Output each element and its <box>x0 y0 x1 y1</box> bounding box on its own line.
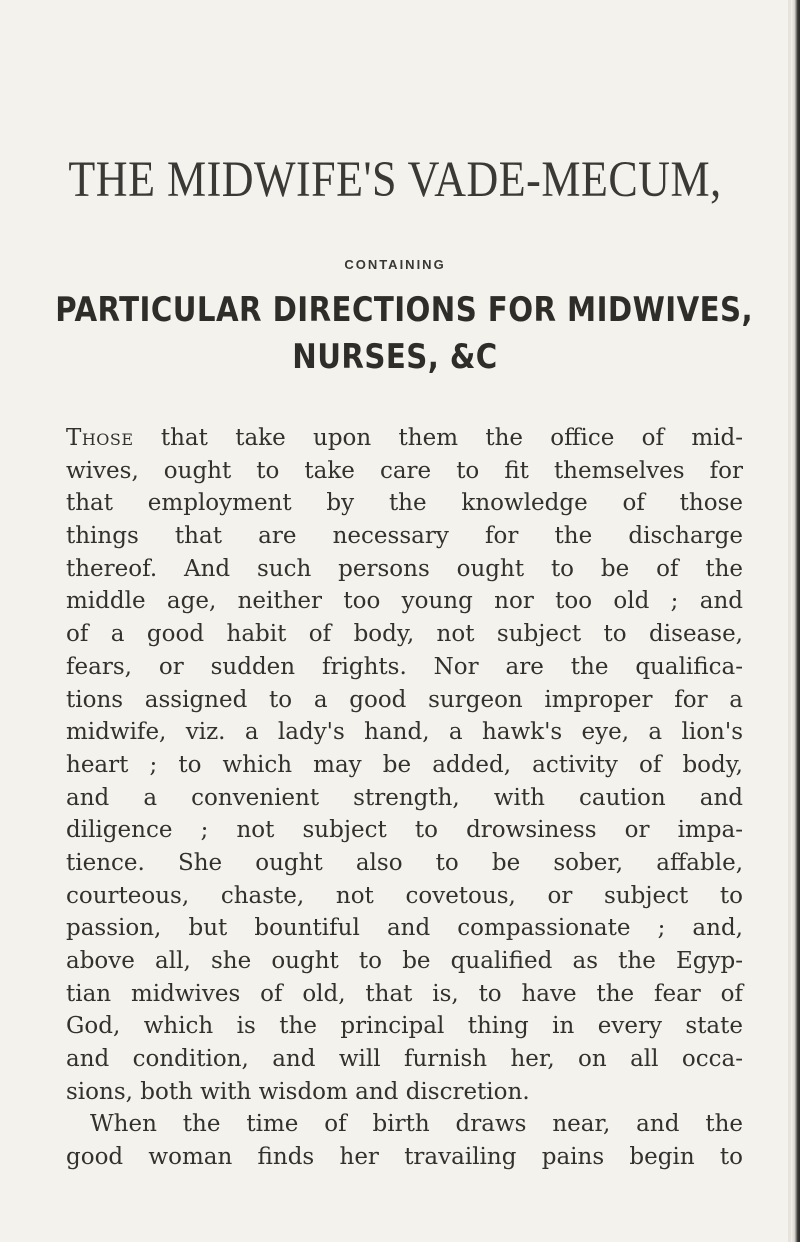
body-line: tions assigned to a good surgeon improper for a <box>66 686 743 713</box>
section-heading-line-1: PARTICULAR DIRECTIONS FOR MIDWIVES, <box>55 290 754 330</box>
body-line: that employment by the knowledge of those <box>66 490 743 517</box>
body-line: When the time of birth draws near, and the <box>90 1111 743 1138</box>
body-line: middle age, neither too young nor too old ; and <box>66 588 743 615</box>
body-line: heart ; to which may be added, activity of body, <box>66 751 743 778</box>
body-line: things that are necessary for the discharge <box>66 523 743 550</box>
body-line: of a good habit of body, not subject to disease, <box>66 621 743 648</box>
body-line: above all, she ought to be qualified as the Egyp- <box>66 948 743 974</box>
body-line: diligence ; not subject to drowsiness or impa- <box>66 817 743 844</box>
body-line: thereof. And such persons ought to be of the <box>66 555 743 582</box>
body-line: and a convenient strength, with caution and <box>66 784 743 811</box>
book-title: THE MIDWIFE'S VADE-MECUM, <box>68 151 722 208</box>
body-line: passion, but bountiful and compassionate ; and, <box>66 915 743 942</box>
body-line: and condition, and will furnish her, on all occa- <box>66 1046 743 1073</box>
body-line: Those that take upon them the office of mid- <box>66 425 743 451</box>
body-line: wives, ought to take care to fit themselves for <box>66 457 743 484</box>
body-line: courteous, chaste, not covetous, or subject to <box>66 882 743 909</box>
body-line: midwife, viz. a lady's hand, a hawk's eye, a lion's <box>66 719 743 746</box>
body-line: tian midwives of old, that is, to have the fear of <box>66 980 743 1007</box>
subtitle-containing: CONTAINING <box>344 257 446 272</box>
lead-word: Those <box>66 425 134 451</box>
body-paragraphs <box>66 422 743 1174</box>
body-line: good woman finds her travailing pains begin to <box>66 1144 743 1171</box>
body-line: fears, or sudden frights. Nor are the qualifica- <box>66 653 743 680</box>
page-edge-shadow <box>791 0 800 1242</box>
body-line: God, which is the principal thing in every state <box>66 1013 743 1040</box>
section-heading-line-2: NURSES, &C <box>292 337 498 377</box>
body-line: tience. She ought also to be sober, affable, <box>66 849 743 876</box>
body-line: sions, both with wisdom and discretion. <box>66 1078 530 1105</box>
